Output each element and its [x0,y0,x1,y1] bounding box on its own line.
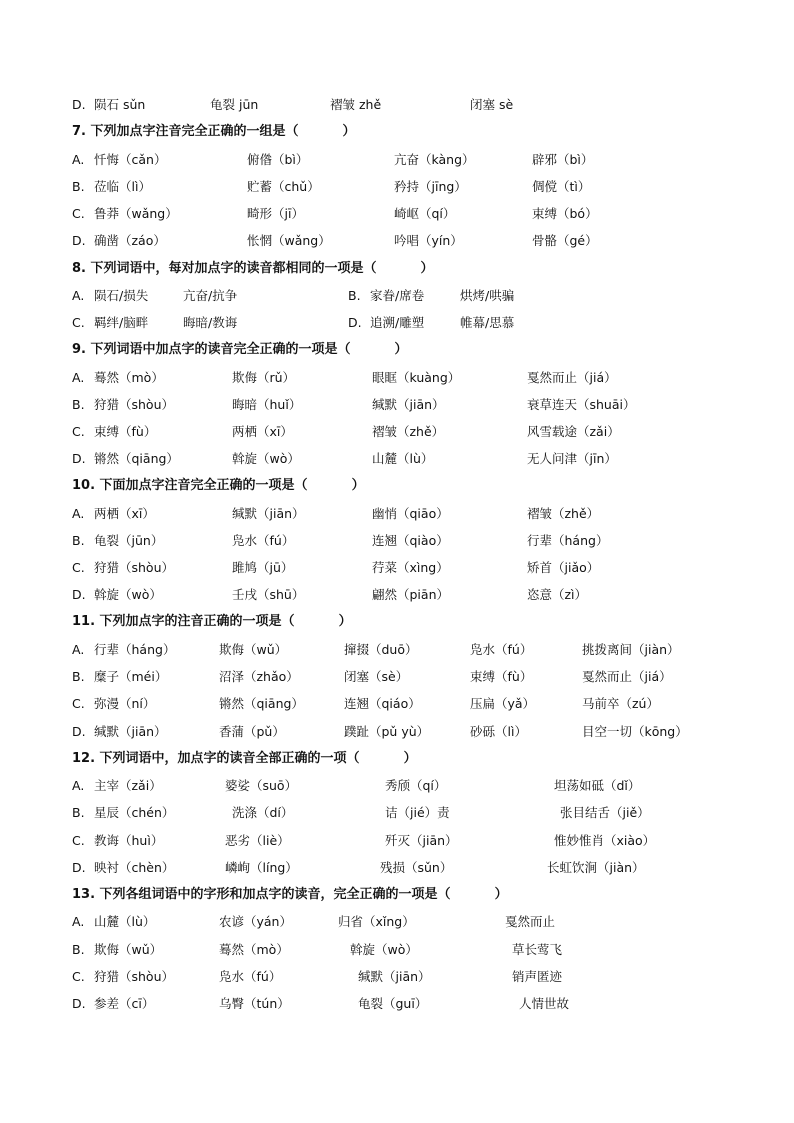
option-letter: B. [348,288,361,303]
option-item: 两栖（xī） [232,424,293,439]
option-item: 束缚（fù） [94,424,157,439]
option-row: C. 束缚（fù） 两栖（xī） 褶皱（zhě） 风雪载途（zǎi） [72,422,772,442]
option-item: 归省（xǐng） [338,914,415,929]
option-item: 眼眶（kuàng） [372,370,461,385]
option-row: A. 蓦然（mò） 欺侮（rǔ） 眼眶（kuàng） 戛然而止（jiá） [72,368,772,388]
option-item: 矜持（jīng） [394,179,467,194]
option-item: 嶙峋（líng） [225,860,298,875]
option-item: 闭塞 sè [470,97,514,112]
option-item: 束缚（fù） [470,669,533,684]
option-item: 缄默（jiān） [94,724,167,739]
option-item: 缄默（jiān） [372,397,445,412]
option-row: C. 弥漫（ní） 锵然（qiāng） 连翘（qiáo） 压扁（yǎ） 马前卒（zú） [72,694,772,714]
option-item: 鲁莽（wǎng） [94,206,178,221]
option-item: 束缚（bó） [532,206,598,221]
option-letter: D. [72,97,86,112]
option-item: 两栖（xī） [94,506,155,521]
option-item: 行辈（háng） [527,533,609,548]
option-item: 莅临（lì） [94,179,151,194]
option-item: 锵然（qiāng） [219,696,304,711]
option-row: B. 狩猎（shòu） 晦暗（huǐ） 缄默（jiān） 衰草连天（shuāi） [72,395,772,415]
option-item: 褶皱（zhě） [372,424,445,439]
option-item: 草长莺飞 [512,942,563,957]
option-item: 香蒲（pǔ） [219,724,285,739]
option-item: 辟邪（bì） [532,152,594,167]
option-row: D. 确凿（záo） 怅惘（wǎng） 吟唱（yín） 骨骼（gé） [72,231,772,251]
option-item: 陨石 sǔn [94,97,146,112]
question-title: 11. 下列加点字的注音正确的一项是（ ） [72,614,352,629]
option-row: B. 糜子（méi） 沼泽（zhǎo） 闭塞（sè） 束缚（fù） 戛然而止（jiá） [72,667,772,687]
option-item: 欺侮（wǔ） [219,642,288,657]
option-item: 参差（cī） [94,996,155,1011]
option-row: A. 行辈（háng） 欺侮（wǔ） 撺掇（duō） 凫水（fú） 挑拨离间（jiàn） [72,640,772,660]
option-row: D. 缄默（jiān） 香蒲（pǔ） 蹼趾（pǔ yù） 砂砾（lì） 目空一切（kōng） [72,722,772,742]
option-item: 狩猎（shòu） [94,560,175,575]
option-item: 洗涤（dí） [232,805,294,820]
option-item: 斡旋（wò） [232,451,300,466]
option-item: 山麓（lù） [94,914,156,929]
option-item: 乌臀（tún） [219,996,290,1011]
option-item: 帷幕/思慕 [460,315,515,330]
option-item: 晦暗/教诲 [183,315,238,330]
option-item: 贮蓄（chǔ） [247,179,320,194]
option-item: 长虹饮涧（jiàn） [547,860,645,875]
option-item: 家眷/席卷 [370,288,425,303]
option-item: 诘（jié）责 [385,805,450,820]
option-item: 怅惘（wǎng） [247,233,331,248]
option-item: 追溯/雕塑 [370,315,425,330]
option-item: 畸形（jī） [247,206,304,221]
option-item: 农谚（yán） [219,914,292,929]
option-item: 欺侮（rǔ） [232,370,296,385]
option-item: 狩猎（shòu） [94,397,175,412]
option-item: 矫首（jiǎo） [527,560,600,575]
option-row: A. 山麓（lù） 农谚（yán） 归省（xǐng） 戛然而止 [72,912,772,932]
option-item: 龟裂（jūn） [94,533,164,548]
option-item: 主宰（zǎi） [94,778,162,793]
option-item: 忏悔（cǎn） [94,152,167,167]
option-item: 婆娑（suō） [225,778,298,793]
option-item: 砂砾（lì） [470,724,527,739]
option-item: 烘烤/哄骗 [460,288,515,303]
option-row: C. 羁绊/脑畔 晦暗/教诲 D. 追溯/雕塑 帷幕/思慕 [72,313,772,333]
option-item: 缄默（jiān） [358,969,431,984]
option-item: 凫水（fú） [470,642,533,657]
option-item: 崎岖（qí） [394,206,456,221]
option-row: D. 斡旋（wò） 壬戌（shū） 翩然（piān） 恣意（zì） [72,585,772,605]
option-row: C. 狩猎（shòu） 凫水（fú） 缄默（jiān） 销声匿迹 [72,967,772,987]
option-item: 山麓（lù） [372,451,434,466]
option-row: A. 两栖（xī） 缄默（jiān） 幽悄（qiāo） 褶皱（zhě） [72,504,772,524]
question-title: 10. 下面加点字注音完全正确的一项是（ ） [72,478,365,493]
question-title: 13. 下列各组词语中的字形和加点字的读音，完全正确的一项是（ ） [72,887,508,902]
option-item: 锵然（qiāng） [94,451,179,466]
option-item: 凫水（fú） [232,533,295,548]
option-row: A. 主宰（zǎi） 婆娑（suō） 秀颀（qí） 坦荡如砥（dǐ） [72,776,772,796]
option-item: 羁绊/脑畔 [94,315,149,330]
option-item: 壬戌（shū） [232,587,305,602]
option-item: 行辈（háng） [94,642,176,657]
option-row: C. 鲁莽（wǎng） 畸形（jī） 崎岖（qí） 束缚（bó） [72,204,772,224]
option-item: 星辰（chén） [94,805,175,820]
option-item: 骨骼（gé） [532,233,598,248]
option-item: 凫水（fú） [219,969,282,984]
option-item: 翩然（piān） [372,587,449,602]
question-title: 12. 下列词语中，加点字的读音全部正确的一项（ ） [72,751,417,766]
option-item: 缄默（jiān） [232,506,305,521]
option-item: 连翘（qiáo） [344,696,421,711]
option-item: 倜傥（tì） [532,179,591,194]
option-item: 坦荡如砥（dǐ） [554,778,641,793]
option-item: 销声匿迹 [512,969,563,984]
option-item: 惟妙惟肖（xiào） [554,833,656,848]
option-row: A. 陨石/损失 亢奋/抗争 B. 家眷/席卷 烘烤/哄骗 [72,286,772,306]
option-item: 糜子（méi） [94,669,168,684]
option-item: 连翘（qiào） [372,533,449,548]
option-row: B. 莅临（lì） 贮蓄（chǔ） 矜持（jīng） 倜傥（tì） [72,177,772,197]
option-row: B. 龟裂（jūn） 凫水（fú） 连翘（qiào） 行辈（háng） [72,531,772,551]
option-item: 风雪载途（zǎi） [527,424,620,439]
option-row: C. 教诲（huì） 恶劣（liè） 歼灭（jiān） 惟妙惟肖（xiào） [72,831,772,851]
option-row: D. 锵然（qiāng） 斡旋（wò） 山麓（lù） 无人问津（jīn） [72,449,772,469]
option-item: 戛然而止（jiá） [527,370,617,385]
option-item: 蓦然（mò） [94,370,164,385]
option-item: 无人问津（jīn） [527,451,617,466]
option-item: 压扁（yǎ） [470,696,536,711]
option-item: 挑拨离间（jiàn） [582,642,680,657]
option-item: 沼泽（zhǎo） [219,669,299,684]
option-letter: D. [348,315,362,330]
option-item: 狩猎（shòu） [94,969,175,984]
option-item: 戛然而止（jiá） [582,669,672,684]
option-item: 衰草连天（shuāi） [527,397,636,412]
option-item: 褶皱 zhě [330,97,382,112]
option-item: 恶劣（liè） [225,833,290,848]
option-row: B. 欺侮（wǔ） 蓦然（mò） 斡旋（wò） 草长莺飞 [72,940,772,960]
option-row: B. 星辰（chén） 洗涤（dí） 诘（jié）责 张目结舌（jiě） [72,803,772,823]
option-item: 蓦然（mò） [219,942,289,957]
option-item: 恣意（zì） [527,587,588,602]
option-row: A. 忏悔（cǎn） 俯偺（bì） 亢奋（kàng） 辟邪（bì） [72,150,772,170]
option-item: 歼灭（jiān） [385,833,458,848]
option-item: 撺掇（duō） [344,642,418,657]
option-item: 雎鸠（jū） [232,560,294,575]
option-item: 亢奋/抗争 [183,288,238,303]
question-title: 7. 下列加点字注音完全正确的一组是（ ） [72,124,356,139]
question-title: 9. 下列词语中加点字的读音完全正确的一项是（ ） [72,342,408,357]
option-item: 确凿（záo） [94,233,166,248]
option-item: 幽悄（qiāo） [372,506,449,521]
option-item: 闭塞（sè） [344,669,409,684]
option-item: 荇菜（xìng） [372,560,449,575]
option-item: 欺侮（wǔ） [94,942,163,957]
option-row: C. 狩猎（shòu） 雎鸠（jū） 荇菜（xìng） 矫首（jiǎo） [72,558,772,578]
option-item: 斡旋（wò） [350,942,418,957]
option-item: 马前卒（zú） [582,696,659,711]
option-item: 吟唱（yín） [394,233,463,248]
question-title: 8. 下列词语中，每对加点字的读音都相同的一项是（ ） [72,261,434,276]
option-item: 弥漫（ní） [94,696,156,711]
option-item: 蹼趾（pǔ yù） [344,724,430,739]
option-row [72,95,772,115]
option-item: 人情世故 [519,996,570,1011]
option-row: D. 映衬（chèn） 嶙峋（líng） 残损（sǔn） 长虹饮涧（jiàn） [72,858,772,878]
option-item: 教诲（huì） [94,833,164,848]
option-item: 斡旋（wò） [94,587,162,602]
option-item: 亢奋（kàng） [394,152,475,167]
option-item: 目空一切（kōng） [582,724,688,739]
option-item: 陨石/损失 [94,288,149,303]
option-item: 龟裂（guī） [358,996,428,1011]
option-item: 晦暗（huǐ） [232,397,302,412]
option-item: 张目结舌（jiě） [560,805,650,820]
option-item: 戛然而止 [505,914,556,929]
option-item: 映衬（chèn） [94,860,175,875]
option-item: 褶皱（zhě） [527,506,600,521]
option-item: 残损（sǔn） [380,860,453,875]
option-item: 秀颀（qí） [385,778,447,793]
option-row: D. 参差（cī） 乌臀（tún） 龟裂（guī） 人情世故 [72,994,772,1014]
option-item: 俯偺（bì） [247,152,309,167]
option-item: 龟裂 jūn [210,97,259,112]
